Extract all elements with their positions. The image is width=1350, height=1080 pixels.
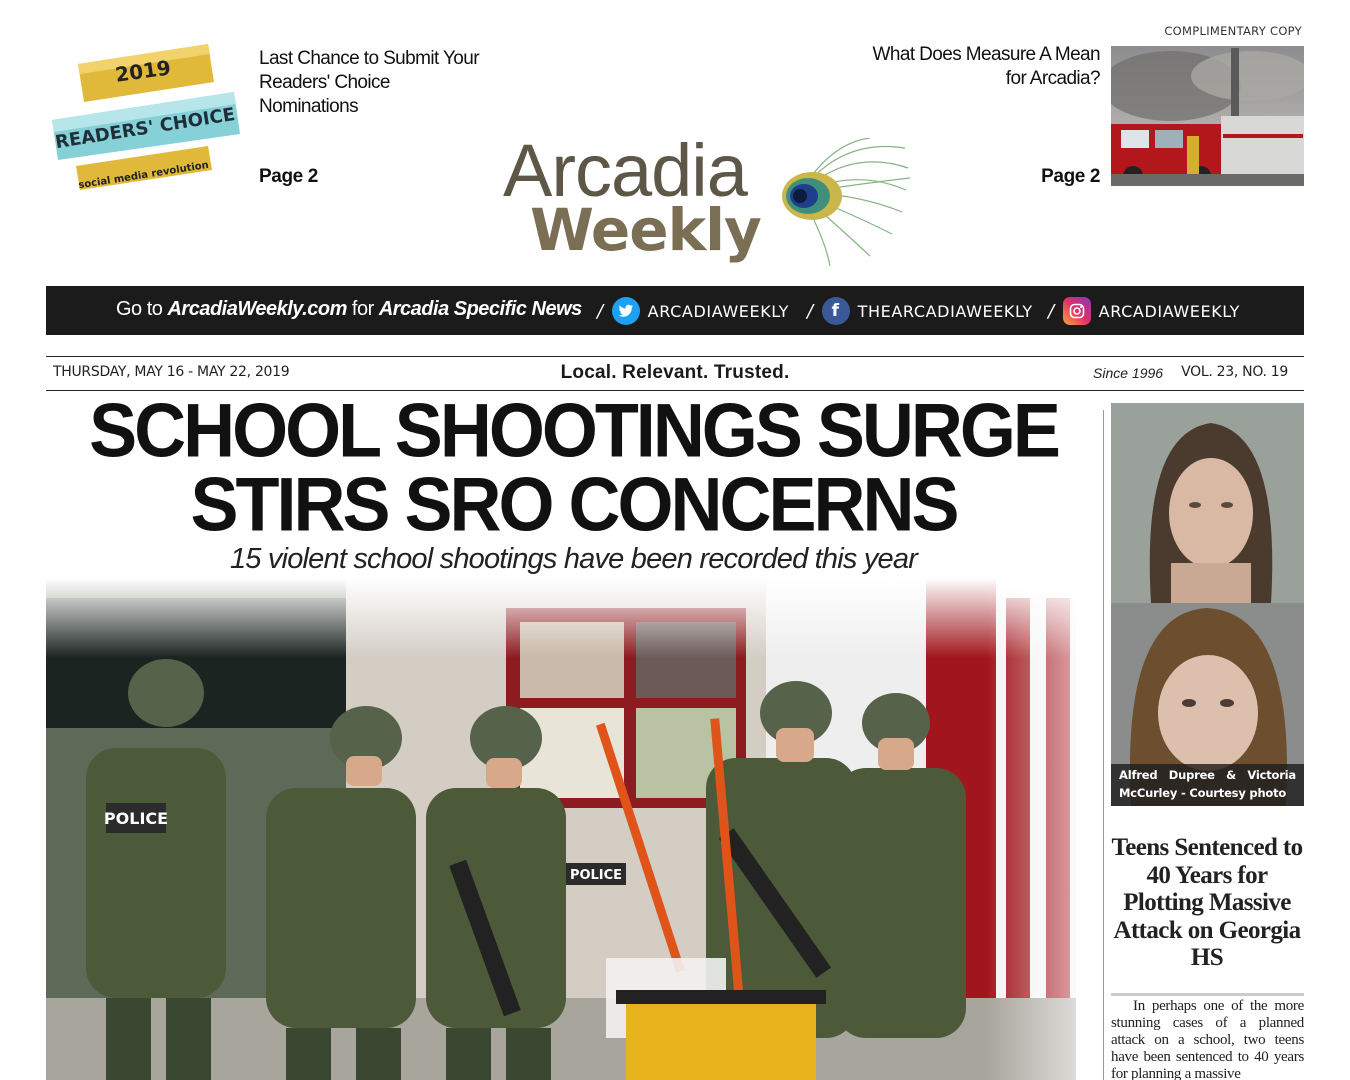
police-officers-photo[interactable] bbox=[46, 578, 1076, 1080]
sidebar-divider bbox=[1103, 410, 1104, 1080]
police-patch: POLICE bbox=[103, 809, 169, 828]
dateline-bar bbox=[46, 356, 1304, 391]
readers-choice-badge[interactable] bbox=[48, 42, 248, 192]
twitter-handle: ARCADIAWEEKLY bbox=[647, 301, 790, 321]
goto-middle: for bbox=[351, 298, 374, 320]
teaser-left-page-ref: Page 2 bbox=[259, 166, 318, 187]
logo-arcadia-text: Arcadia bbox=[503, 129, 747, 212]
goto-prefix: Go to bbox=[116, 298, 163, 320]
teaser-measure-a[interactable]: What Does Measure A Mean for Arcadia? bbox=[872, 44, 1100, 89]
issue-date: THURSDAY, MAY 16 - MAY 22, 2019 bbox=[53, 364, 290, 380]
complimentary-copy-label: COMPLIMENTARY COPY bbox=[1164, 24, 1302, 38]
lead-headline-line-1: SCHOOL SHOOTINGS SURGE bbox=[89, 388, 1058, 474]
instagram-icon bbox=[1063, 297, 1091, 325]
logo-weekly-text: Weekly bbox=[530, 196, 761, 264]
facebook-icon: f bbox=[822, 297, 850, 325]
mugshot-photos[interactable] bbox=[1111, 403, 1304, 806]
arcadia-weekly-logo[interactable] bbox=[500, 130, 910, 270]
lead-headline-line-2: STIRS SRO CONCERNS bbox=[190, 462, 957, 548]
website-link[interactable]: ArcadiaWeekly.com bbox=[167, 298, 347, 320]
twitter-link[interactable]: / ARCADIAWEEKLY bbox=[597, 297, 789, 325]
facebook-handle: THEARCADIAWEEKLY bbox=[857, 301, 1033, 321]
since-year: Since 1996 bbox=[1093, 365, 1164, 381]
volume-number: VOL. 23, NO. 19 bbox=[1181, 364, 1288, 380]
badge-title: READERS' CHOICE bbox=[53, 103, 237, 154]
teaser-right-page-ref: Page 2 bbox=[1041, 166, 1100, 187]
instagram-handle: ARCADIAWEEKLY bbox=[1098, 301, 1241, 321]
lead-headline[interactable] bbox=[46, 388, 1101, 548]
website-social-bar bbox=[46, 286, 1304, 335]
teaser-readers-choice[interactable]: Last Chance to Submit Your Readers' Choice Nominations bbox=[259, 48, 479, 117]
goto-suffix: Arcadia Specific News bbox=[378, 298, 582, 320]
badge-year: 2019 bbox=[113, 55, 173, 87]
twitter-icon bbox=[612, 297, 640, 325]
motto: Local. Relevant. Trusted. bbox=[560, 362, 790, 383]
sidebar-body-text: In perhaps one of the more stunning cases of a planned attack on a school, two teens have been sentenced to 40 years for planning a massive bbox=[1111, 998, 1304, 1080]
police-patch-2: POLICE bbox=[569, 868, 623, 883]
sidebar-headline[interactable]: Teens Sentenced to 40 Years for Plotting Massive Attack on Georgia HS bbox=[1111, 834, 1303, 971]
fire-truck-photo[interactable] bbox=[1111, 46, 1304, 186]
mugshot-caption: Alfred Dupree & Victoria McCurley - Courtesy photo bbox=[1111, 764, 1304, 806]
website-promo[interactable] bbox=[116, 298, 582, 321]
badge-tagline: social media revolution bbox=[77, 159, 210, 192]
facebook-link[interactable]: / f THEARCADIAWEEKLY bbox=[807, 297, 1033, 325]
lead-subhead: 15 violent school shootings have been recorded this year bbox=[229, 543, 918, 575]
sidebar-body-divider bbox=[1111, 993, 1304, 996]
peacock-feather-icon bbox=[770, 138, 910, 268]
instagram-link[interactable]: / ARCADIAWEEKLY bbox=[1048, 297, 1240, 325]
